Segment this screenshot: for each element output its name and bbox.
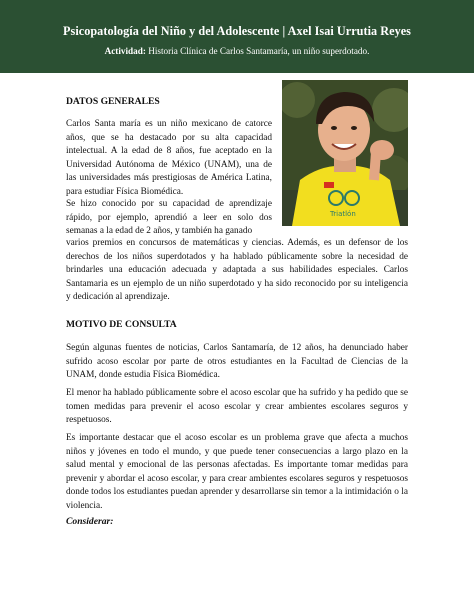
considerar-heading: Considerar: xyxy=(66,516,114,527)
datos-paragraph-1: Carlos Santa maría es un niño mexicano de catorce años, que se ha destacado por su alta capacidad intelectual. A la edad de 8 años, fue aceptado en la Universidad Autónoma de México (UNAM), una de las universidades más prestigiosas de América Latina, para estudiar Física Biomédica. xyxy=(66,119,272,197)
section-heading-datos: DATOS GENERALES xyxy=(66,96,160,107)
datos-paragraph-2-continued: varios premios en concursos de matemáticas y ciencias. Además, es un defensor de los derechos de los niños superdotados y ha hablado públicamente sobre la necesidad de brindarles una educación adecuada y adaptada a sus habilidades especiales. Carlos Santamaria es un ejemplo de un niño superdotado y ha sido reconocido por su inteligencia y dedicación al aprendizaje. xyxy=(66,238,408,303)
document-title: Psicopatología del Niño y del Adolescente | Axel Isai Urrutia Reyes xyxy=(63,24,411,38)
motivo-paragraph-3: Es importante destacar que el acoso escolar es un problema grave que afecta a muchos niños y jóvenes en todo el mundo, y que puede tener consecuencias a largo plazo en la salud mental y emocional de las personas afectadas. Es importante tomar medidas para prevenir y abordar el acoso escolar, y para crear ambientes escolares seguros y respetuosos donde todos los estudiantes puedan aprender y desarrollarse sin temor a la intimidación o la violencia. xyxy=(66,433,408,511)
svg-text:Triatlón: Triatlón xyxy=(330,210,356,218)
student-photo xyxy=(282,80,408,226)
page-header xyxy=(0,0,474,73)
activity-line xyxy=(0,46,474,56)
motivo-paragraph-2: El menor ha hablado públicamente sobre el acoso escolar que ha sufrido y ha pedido que se tomen medidas para prevenir el acoso escolar y crear ambientes escolares seguros y respetuosos. xyxy=(66,388,408,426)
activity-label: Actividad: xyxy=(104,46,146,56)
activity-text: Historia Clínica de Carlos Santamaría, un niño superdotado. xyxy=(148,46,370,56)
motivo-paragraph-1: Según algunas fuentes de noticias, Carlos Santamaría, de 12 años, ha denunciado haber sufrido acoso escolar por parte de otros estudiantes en la Facultad de Ciencias de la UNAM, donde estudia Física Biomédica. xyxy=(66,343,408,381)
section-heading-motivo: MOTIVO DE CONSULTA xyxy=(66,319,177,330)
datos-paragraph-2-start: Se hizo conocido por su capacidad de aprendizaje rápido, por ejemplo, aprendió a leer en solo dos semanas a la edad de 2 años, y también ha ganado xyxy=(66,199,272,237)
student-photo-illustration xyxy=(282,80,408,226)
